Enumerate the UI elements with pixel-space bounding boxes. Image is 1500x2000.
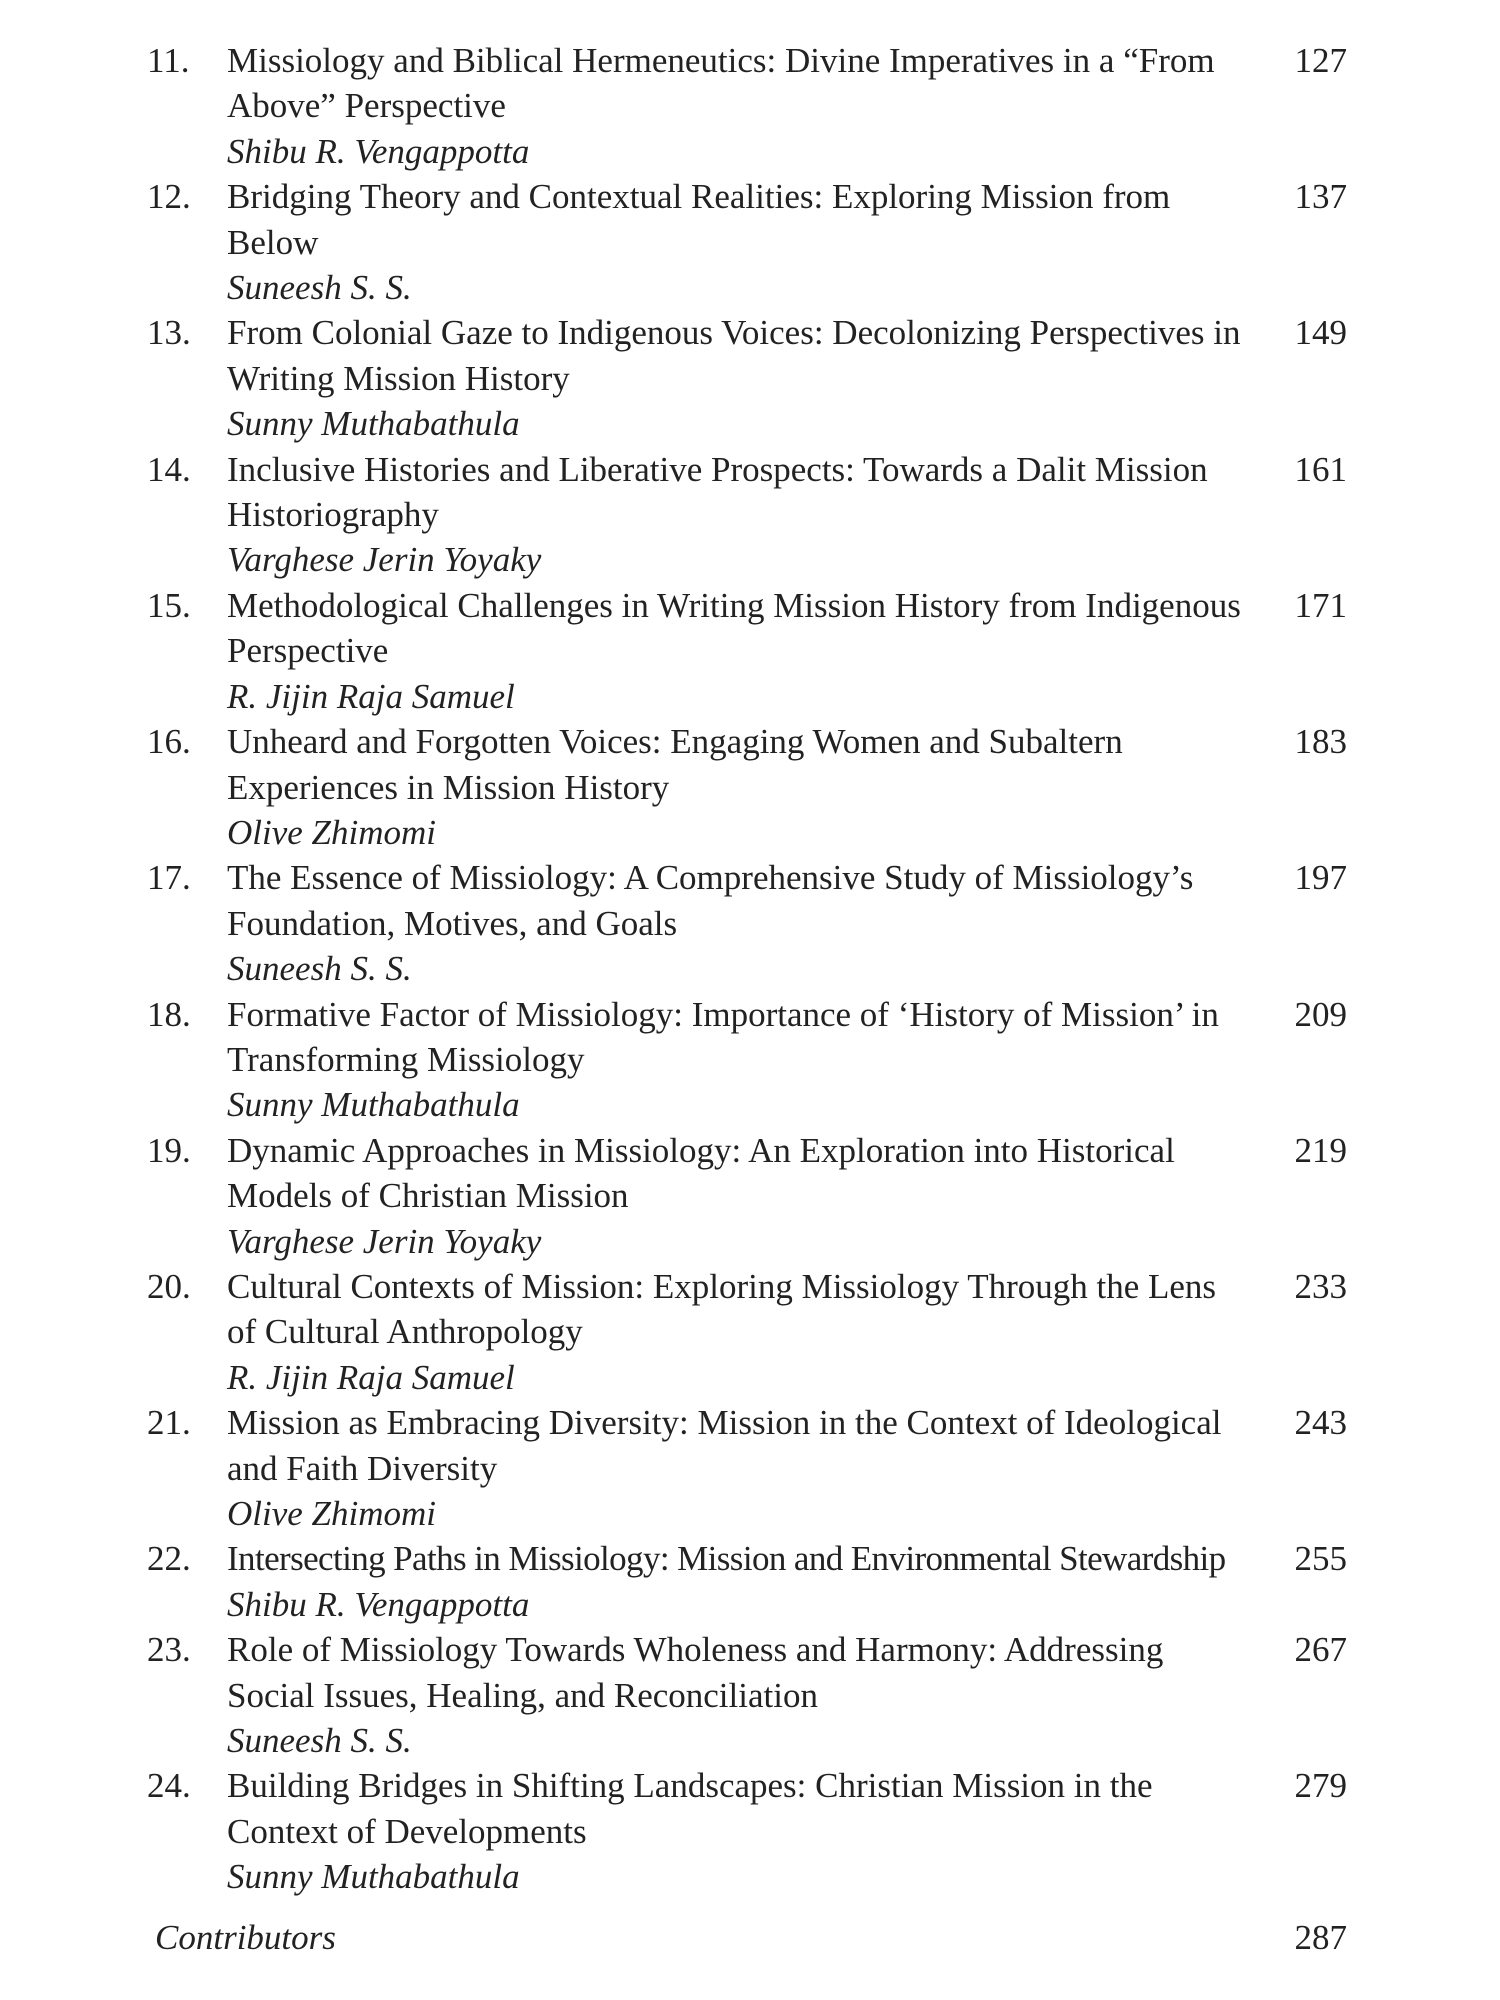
entry-title: Building Bridges in Shifting Landscapes: Christian Mission in the Context of Developments [227, 1766, 1153, 1851]
entry-author: Shibu R. Vengappotta [227, 131, 530, 171]
entry-page: 161 [1294, 449, 1347, 489]
entry-page: 219 [1294, 1130, 1347, 1170]
entry-page: 243 [1294, 1403, 1347, 1443]
entry-author: Suneesh S. S. [227, 268, 412, 308]
entry-author: Suneesh S. S. [227, 1721, 412, 1761]
entry-author: Sunny Muthabathula [227, 404, 520, 444]
entry-author: Varghese Jerin Yoyaky [227, 1221, 542, 1261]
entry-author: R. Jijin Raja Samuel [227, 676, 515, 716]
toc-entry-13 [147, 310, 1347, 446]
toc-entry-16 [147, 719, 1347, 855]
entry-page: 279 [1294, 1766, 1347, 1806]
toc-entry-17 [147, 855, 1347, 991]
entry-page: 255 [1294, 1539, 1347, 1579]
entry-number: 14. [147, 449, 191, 489]
entry-page: 209 [1294, 994, 1347, 1034]
toc-entry-23 [147, 1627, 1347, 1763]
toc-entry-14 [147, 447, 1347, 583]
toc-entry-12 [147, 174, 1347, 310]
entry-number: 22. [147, 1539, 191, 1579]
entry-page: 267 [1294, 1630, 1347, 1670]
entry-title: Formative Factor of Missiology: Importance of ‘History of Mission’ in Transforming Missiology [227, 994, 1219, 1079]
entry-title: Intersecting Paths in Missiology: Mission and Environmental Stewardship [227, 1539, 1226, 1579]
entry-number: 12. [147, 177, 191, 217]
entry-page: 233 [1294, 1266, 1347, 1306]
entry-title: Role of Missiology Towards Wholeness and Harmony: Addressing Social Issues, Healing, and Reconciliation [227, 1630, 1164, 1715]
toc-entry-22 [147, 1536, 1347, 1627]
entry-author: Shibu R. Vengappotta [227, 1584, 530, 1624]
entry-page: 127 [1294, 41, 1347, 80]
entry-title: Methodological Challenges in Writing Mission History from Indigenous Perspective [227, 585, 1241, 671]
toc-entry-18 [147, 992, 1347, 1128]
entry-title: Cultural Contexts of Mission: Exploring Missiology Through the Lens of Cultural Anthropology [227, 1266, 1217, 1352]
entry-number: 24. [147, 1766, 191, 1806]
entry-author: Varghese Jerin Yoyaky [227, 540, 542, 580]
entry-title: From Colonial Gaze to Indigenous Voices: Decolonizing Perspectives in Writing Mission History [227, 313, 1241, 398]
entry-title: Inclusive Histories and Liberative Prospects: Towards a Dalit Mission Historiography [227, 449, 1208, 535]
toc-entry-15 [147, 583, 1347, 719]
entry-number: 15. [147, 585, 191, 625]
toc-entry-contributors [155, 1915, 1347, 1960]
table-of-contents [147, 38, 1347, 1900]
entry-number: 17. [147, 858, 191, 898]
entry-author: R. Jijin Raja Samuel [227, 1357, 515, 1397]
entry-title: Dynamic Approaches in Missiology: An Exploration into Historical Models of Christian Mission [227, 1130, 1175, 1216]
entry-number: 16. [147, 722, 191, 762]
toc-entry-11 [147, 38, 1347, 174]
toc-entry-24 [147, 1763, 1347, 1899]
toc-entry-20 [147, 1264, 1347, 1400]
entry-author: Sunny Muthabathula [227, 1857, 520, 1897]
contributors-page: 287 [1294, 1918, 1347, 1957]
entry-title: Mission as Embracing Diversity: Mission in the Context of Ideological and Faith Diversity [227, 1403, 1222, 1488]
contributors-label: Contributors [155, 1918, 336, 1957]
entry-number: 21. [147, 1403, 191, 1443]
entry-title: Missiology and Biblical Hermeneutics: Divine Imperatives in a “From Above” Perspective [227, 41, 1215, 126]
entry-number: 13. [147, 313, 191, 353]
entry-title: Bridging Theory and Contextual Realities: Exploring Mission from Below [227, 177, 1171, 262]
entry-page: 197 [1294, 858, 1347, 898]
entry-page: 137 [1294, 177, 1347, 217]
entry-number: 23. [147, 1630, 191, 1670]
entry-number: 11. [147, 41, 190, 80]
entry-title: The Essence of Missiology: A Comprehensive Study of Missiology’s Foundation, Motives, and Goals [227, 858, 1194, 943]
entry-page: 149 [1294, 313, 1347, 353]
entry-author: Sunny Muthabathula [227, 1085, 520, 1125]
entry-author: Suneesh S. S. [227, 949, 412, 989]
entry-author: Olive Zhimomi [227, 812, 437, 852]
entry-number: 20. [147, 1266, 191, 1306]
entry-author: Olive Zhimomi [227, 1494, 437, 1533]
entry-number: 18. [147, 994, 191, 1034]
toc-entry-19 [147, 1128, 1347, 1264]
entry-title: Unheard and Forgotten Voices: Engaging Women and Subaltern Experiences in Mission History [227, 722, 1123, 807]
entry-number: 19. [147, 1130, 191, 1170]
entry-page: 171 [1294, 585, 1347, 625]
toc-entry-21 [147, 1400, 1347, 1536]
entry-page: 183 [1294, 722, 1347, 762]
